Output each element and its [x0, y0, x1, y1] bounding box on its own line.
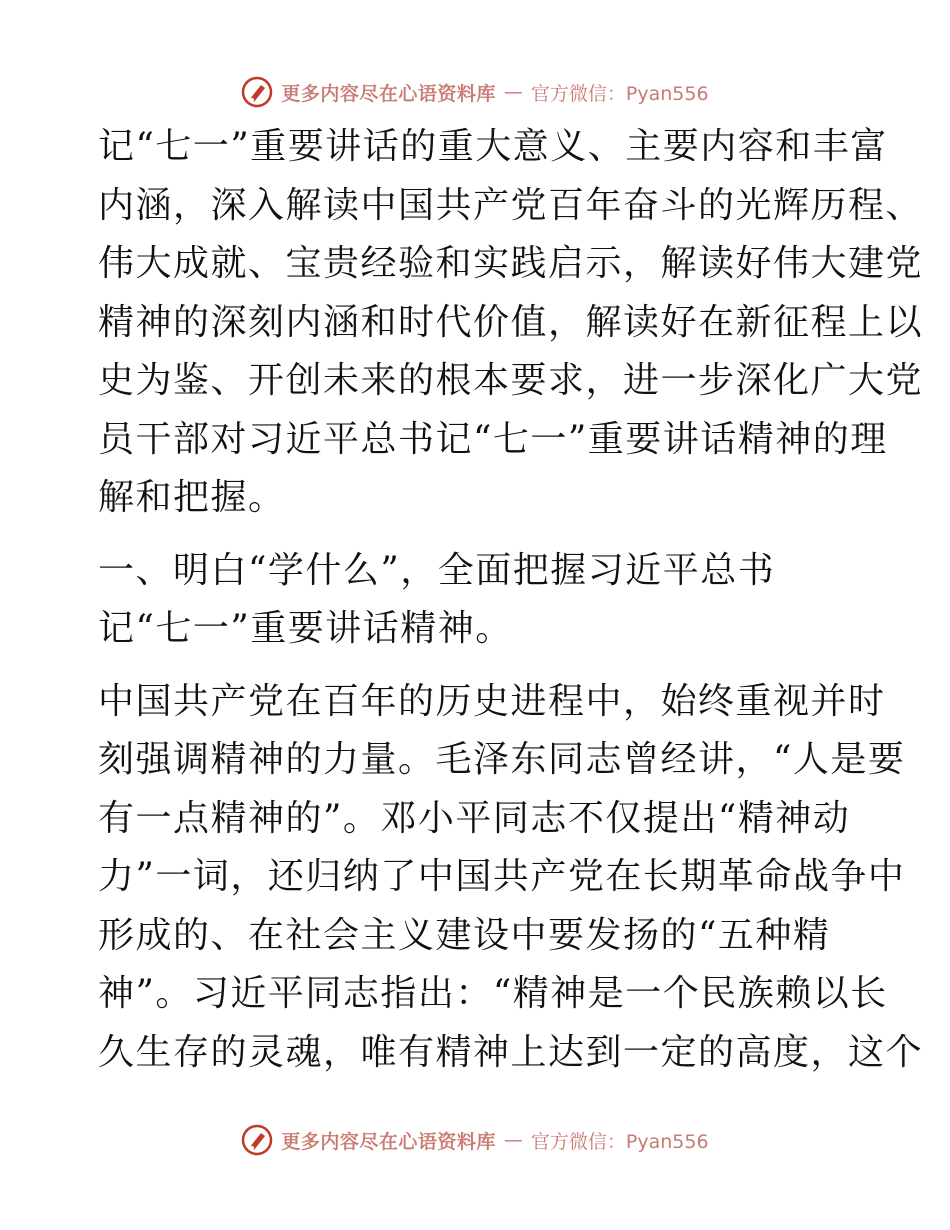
paragraph-2	[98, 673, 924, 1083]
pen-logo-icon	[241, 1124, 273, 1156]
heading-line: 记“七一”重要讲话精神。	[98, 608, 513, 649]
text-line: 刻强调精神的力量。毛泽东同志曾经讲，“人是要	[98, 739, 906, 780]
header-watermark	[0, 72, 950, 112]
text-line: 力”一词，还归纳了中国共产党在长期革命战争中	[98, 856, 906, 897]
text-line: 解和把握。	[98, 477, 286, 518]
text-line: 史为鉴、开创未来的根本要求，进一步深化广大党	[98, 360, 924, 401]
text-line: 员干部对习近平总书记“七一”重要讲话精神的理	[98, 418, 888, 460]
watermark-wechat-text: 官方微信：Pyan556	[530, 82, 709, 105]
watermark-separator: —	[503, 1129, 523, 1151]
paragraph-gap	[98, 659, 858, 673]
text-line: 内涵，深入解读中国共产党百年奋斗的光辉历程、	[98, 184, 924, 226]
text-line: 形成的、在社会主义建设中要发扬的“五种精	[98, 914, 831, 956]
text-line: 精神的深刻内涵和时代价值，解读好在新征程上以	[98, 301, 924, 343]
paragraph-1	[98, 118, 924, 528]
text-line: 久生存的灵魂，唯有精神上达到一定的高度，这个	[98, 1031, 924, 1073]
heading-line: 一、明白“学什么”，全面把握习近平总书	[98, 549, 776, 591]
watermark-separator: —	[503, 81, 523, 103]
pen-logo-icon	[241, 76, 273, 108]
text-line: 神”。习近平同志指出：“精神是一个民族赖以长	[98, 973, 888, 1014]
text-line: 记“七一”重要讲话的重大意义、主要内容和丰富	[98, 126, 888, 167]
watermark-site-text: 更多内容尽在心语资料库	[281, 1130, 496, 1153]
paragraph-gap	[98, 528, 858, 542]
text-line: 伟大成就、宝贵经验和实践启示，解读好伟大建党	[98, 243, 924, 284]
text-line: 中国共产党在百年的历史进程中，始终重视并时	[98, 680, 886, 722]
watermark-wechat-text: 官方微信：Pyan556	[530, 1130, 709, 1153]
document-body	[98, 118, 924, 1082]
text-line: 有一点精神的”。邓小平同志不仅提出“精神动	[98, 797, 851, 839]
footer-watermark	[0, 1120, 950, 1160]
watermark-site-text: 更多内容尽在心语资料库	[281, 82, 496, 105]
section-heading	[98, 542, 858, 659]
